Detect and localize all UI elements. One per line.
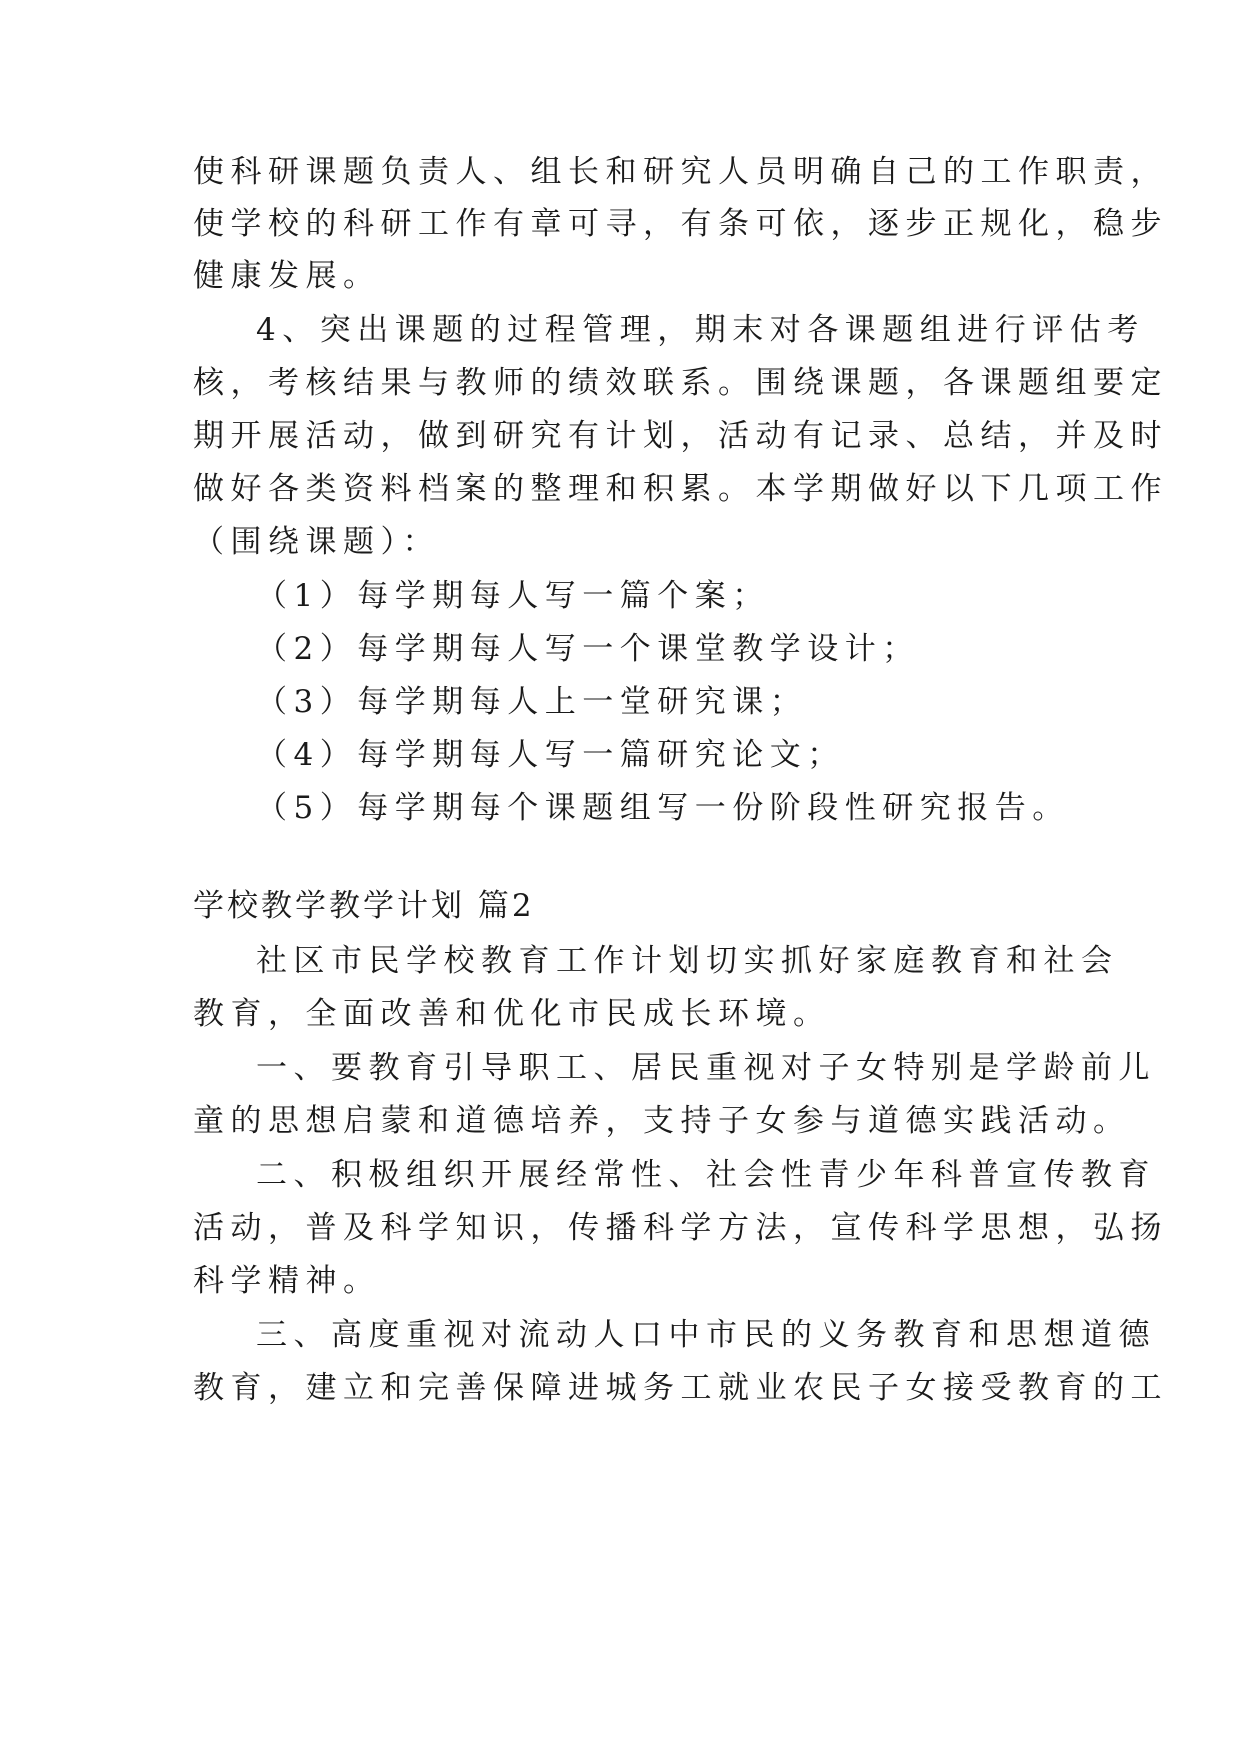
paragraph-line: 二、积极组织开展经常性、社会性青少年科普宣传教育 <box>256 1157 1156 1193</box>
paragraph-line: 一、要教育引导职工、居民重视对子女特别是学龄前儿 <box>256 1050 1156 1086</box>
paragraph-line: 4、突出课题的过程管理，期末对各课题组进行评估考 <box>256 312 1145 348</box>
paragraph-line: 活动，普及科学知识，传播科学方法，宣传科学思想，弘扬 <box>193 1210 1168 1246</box>
list-item: （4）每学期每人写一篇研究论文； <box>256 737 845 773</box>
paragraph-line: 三、高度重视对流动人口中市民的义务教育和思想道德 <box>256 1317 1156 1353</box>
paragraph-line: 教育，全面改善和优化市民成长环境。 <box>193 996 831 1032</box>
paragraph-line: 童的思想启蒙和道德培养，支持子女参与道德实践活动。 <box>193 1103 1131 1139</box>
list-item: （3）每学期每人上一堂研究课； <box>256 684 808 720</box>
paragraph-line: 使科研课题负责人、组长和研究人员明确自己的工作职责， <box>193 154 1168 190</box>
paragraph-line: 期开展活动，做到研究有计划，活动有记录、总结，并及时 <box>193 418 1168 454</box>
paragraph-line: 社区市民学校教育工作计划切实抓好家庭教育和社会 <box>256 943 1119 979</box>
list-item: （1）每学期每人写一篇个案； <box>256 578 770 614</box>
paragraph-line: （围绕课题）： <box>193 524 440 560</box>
list-item: （5）每学期每个课题组写一份阶段性研究报告。 <box>256 790 1070 826</box>
paragraph-line: 使学校的科研工作有章可寻，有条可依，逐步正规化，稳步 <box>193 206 1168 242</box>
paragraph-line: 教育，建立和完善保障进城务工就业农民子女接受教育的工 <box>193 1370 1168 1406</box>
paragraph-line: 做好各类资料档案的整理和积累。本学期做好以下几项工作 <box>193 471 1168 507</box>
section-title: 学校教学教学计划 篇2 <box>193 888 535 924</box>
paragraph-line: 核，考核结果与教师的绩效联系。围绕课题，各课题组要定 <box>193 365 1168 401</box>
paragraph-line: 科学精神。 <box>193 1263 381 1299</box>
list-item: （2）每学期每人写一个课堂教学设计； <box>256 631 920 667</box>
paragraph-line: 健康发展。 <box>193 258 381 294</box>
